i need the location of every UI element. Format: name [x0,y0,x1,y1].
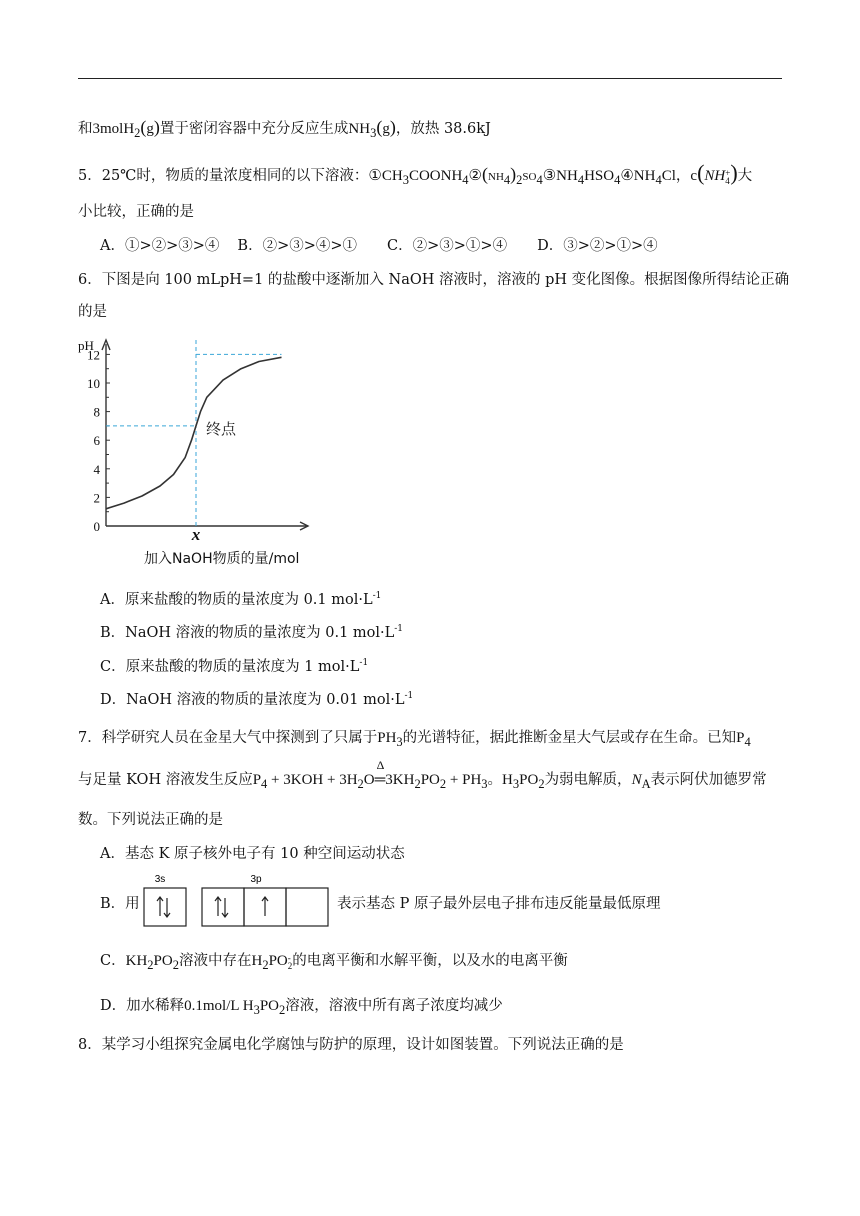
x-axis-label: 加入NaOH物质的量/mol [144,551,300,567]
q5-option-b[interactable]: B．②>③>④>① [237,238,358,254]
orbital-diagram [130,872,336,928]
y-tick-label: 12 [87,347,100,363]
q4-tail-line: 和3molH$_2$(g)置于密闭容器中充分反应生成$NH_3(g)$，放热 38.6kJ [78,117,491,140]
q7-stem-line1: 7．科学研究人员在金星大气中探测到了只属于$PH_3$的光谱特征，据此推断金星大气层或存在生命。已知$P_4$ [78,730,751,749]
y-tick-label: 0 [93,519,100,534]
q7-option-d[interactable]: D．加水稀释0.1mol/L $H_3PO_2$溶液，溶液中所有离子浓度均减少 [100,998,503,1017]
q6-option-d[interactable]: D．NaOH 溶液的物质的量浓度为 0.01 $mol\cdot L^{-1}$ [100,691,414,708]
y-tick-label: 4 [93,461,100,477]
q5-stem-line2: 小比较，正确的是 [78,204,194,220]
q6-option-c[interactable]: C．原来盐酸的物质的量浓度为 1 $mol\cdot L^{-1}$ [100,658,369,675]
endpoint-annotation: 终点 [206,419,237,438]
y-tick-label: 2 [93,490,100,506]
q5-option-a[interactable]: A．①>②>③>④ [100,238,220,254]
ph-curve [106,357,282,509]
x-marker-label: x [191,525,201,544]
q7-option-c[interactable]: C．$KH_2PO_2$溶液中存在$H_2PO-$ 2的电离平衡和水解平衡，以及水的电离平衡 [100,952,568,972]
q7-option-a[interactable]: A．基态 K 原子核外电子有 10 种空间运动状态 [100,846,405,862]
q7-option-b-label[interactable]: B．用 [100,896,140,912]
orbital-3s-arrows [157,897,170,917]
q5-option-c[interactable]: C．②>③>①>④ [387,238,508,254]
q8-stem-line1: 8．某学习小组探究金属电化学腐蚀与防护的原理，设计如图装置。下列说法正确的是 [78,1037,624,1053]
y-tick-label: 8 [93,404,100,420]
q6-stem-line1: 6．下图是向 100 mLpH=1 的盐酸中逐渐加入 NaOH 溶液时，溶液的 pH 变化图像。根据图像所得结论正确 [78,272,790,288]
orbital-3p-box-1 [202,888,244,926]
y-tick-label: 10 [87,376,100,391]
q6-stem-line2: 的是 [78,304,107,320]
y-axis-label: pH [78,338,94,353]
q6-option-a[interactable]: A．原来盐酸的物质的量浓度为 0.1 $mol\cdot L^{-1}$ [100,591,382,608]
orbital-3p-label: 3p [250,874,262,885]
q5-option-d[interactable]: D．③>②>①>④ [537,238,658,254]
q7-stem-line2: 与足量 KOH 溶液发生反应$P_4 + 3KOH + 3H_2O$ Δ $═3KH_2PO_2 + PH_3$。$H_3PO_2$为弱电解质，$N_A$表示阿伏加德罗常 [78,758,767,791]
orbital-3p-arrows [215,897,268,917]
header-rule [78,78,782,79]
q7-stem-line3: 数。下列说法正确的是 [78,812,223,828]
q7-option-b-text: 表示基态 P 原子最外层电子排布违反能量最低原理 [337,896,661,912]
q5-options [100,235,820,257]
orbital-3p-box-3 [286,888,328,926]
q6-option-b[interactable]: B．NaOH 溶液的物质的量浓度为 0.1 $mol\cdot L^{-1}$ [100,624,404,641]
orbital-3s-box [144,888,186,926]
ph-titration-chart [76,334,326,576]
q5-stem-line1: 5．25℃时，物质的量浓度相同的以下溶液：$①CH_3COONH_4②(NH_4)_2SO_4③NH_4HSO_4④NH_4Cl$，c(NH+ 4)大 [78,160,753,187]
orbital-3s-label: 3s [154,874,166,885]
y-tick-label: 6 [93,433,100,449]
